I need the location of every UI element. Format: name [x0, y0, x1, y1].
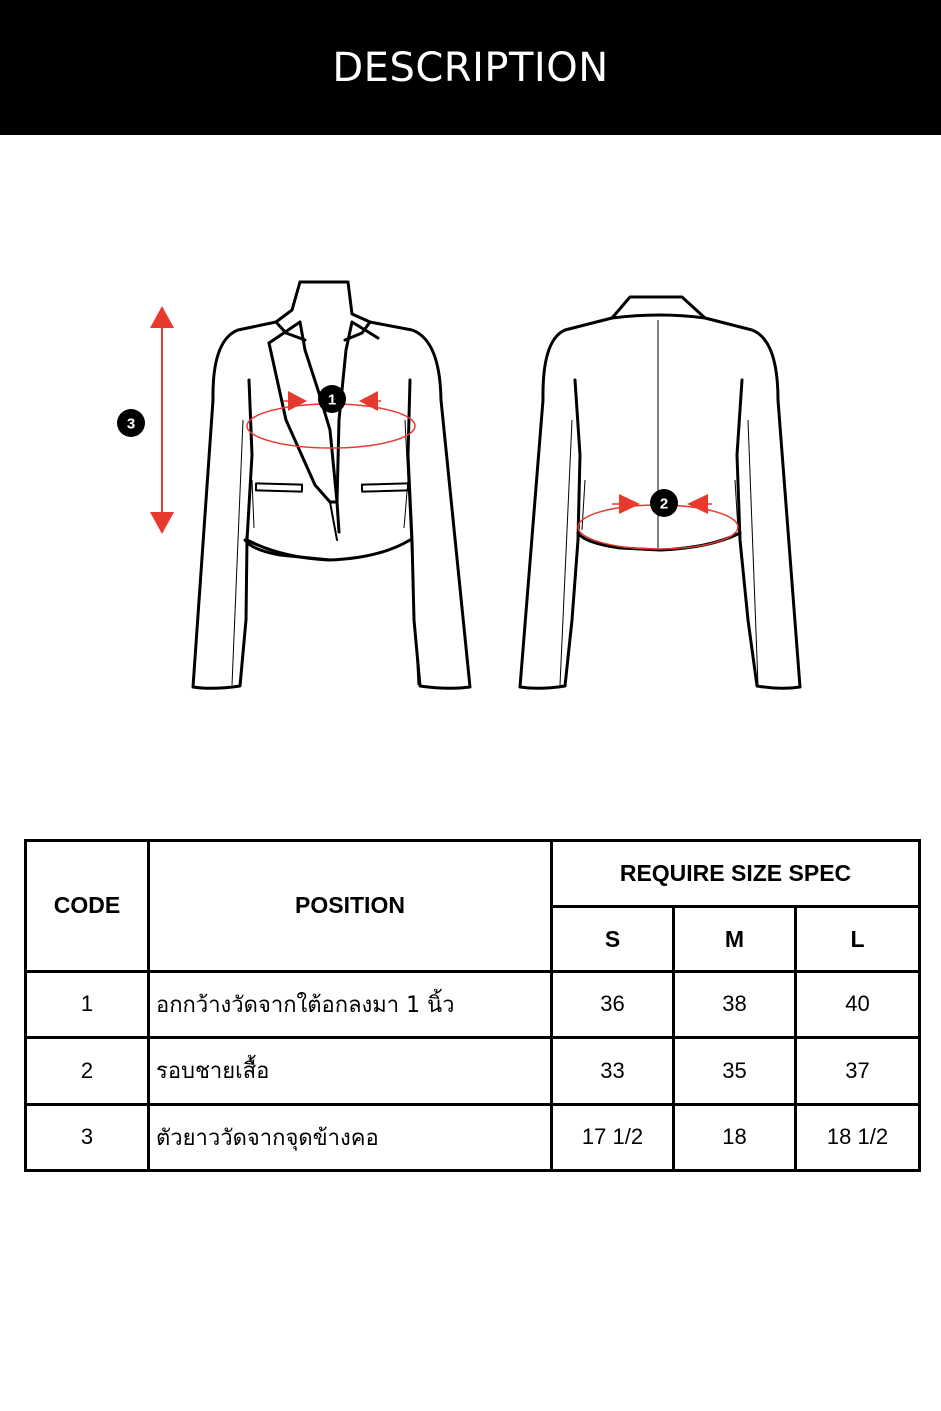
- back-left-sleeve: [520, 318, 612, 688]
- row-value-s: 36: [552, 971, 674, 1037]
- size-spec-table: [24, 839, 921, 1172]
- row-value-m: 38: [674, 971, 796, 1037]
- row-position: อกกว้างวัดจากใต้อกลงมา 1 นิ้ว: [149, 971, 552, 1037]
- row-value-m: 35: [674, 1038, 796, 1104]
- header-size-l: L: [796, 907, 920, 971]
- row-value-m: 18: [674, 1104, 796, 1170]
- front-right-pocket: [362, 483, 408, 491]
- row-code: 3: [26, 1104, 149, 1170]
- row-value-l: 40: [796, 971, 920, 1037]
- header-size-s: S: [552, 907, 674, 971]
- marker-3-label: 3: [126, 415, 136, 433]
- front-left-pocket: [256, 483, 302, 491]
- front-right-sleeve: [370, 322, 470, 688]
- header-position: POSITION: [149, 841, 552, 972]
- row-code: 2: [26, 1038, 149, 1104]
- jacket-diagram: [0, 240, 941, 720]
- front-hem: [245, 540, 330, 560]
- row-value-l: 18 1/2: [796, 1104, 920, 1170]
- row-value-s: 17 1/2: [552, 1104, 674, 1170]
- page-title: DESCRIPTION: [332, 44, 609, 91]
- row-value-l: 37: [796, 1038, 920, 1104]
- header-code: CODE: [26, 841, 149, 972]
- table-row: [26, 971, 920, 1037]
- header-size-m: M: [674, 907, 796, 971]
- measure-length: [117, 306, 174, 534]
- table-row: [26, 1104, 920, 1170]
- marker-2-label: 2: [659, 495, 669, 513]
- front-jacket: [192, 282, 470, 688]
- row-value-s: 33: [552, 1038, 674, 1104]
- back-collar: [612, 297, 705, 318]
- table-header-row: [26, 841, 920, 907]
- header-bar: [0, 0, 941, 135]
- header-size-spec: REQUIRE SIZE SPEC: [552, 841, 920, 907]
- table-row: [26, 1038, 920, 1104]
- row-position: รอบชายเสื้อ: [149, 1038, 552, 1104]
- row-code: 1: [26, 971, 149, 1037]
- jacket-illustration: [0, 240, 941, 720]
- marker-1-label: 1: [327, 391, 337, 409]
- row-position: ตัวยาววัดจากจุดข้างคอ: [149, 1104, 552, 1170]
- back-right-sleeve: [705, 318, 800, 688]
- front-collar: [300, 282, 370, 340]
